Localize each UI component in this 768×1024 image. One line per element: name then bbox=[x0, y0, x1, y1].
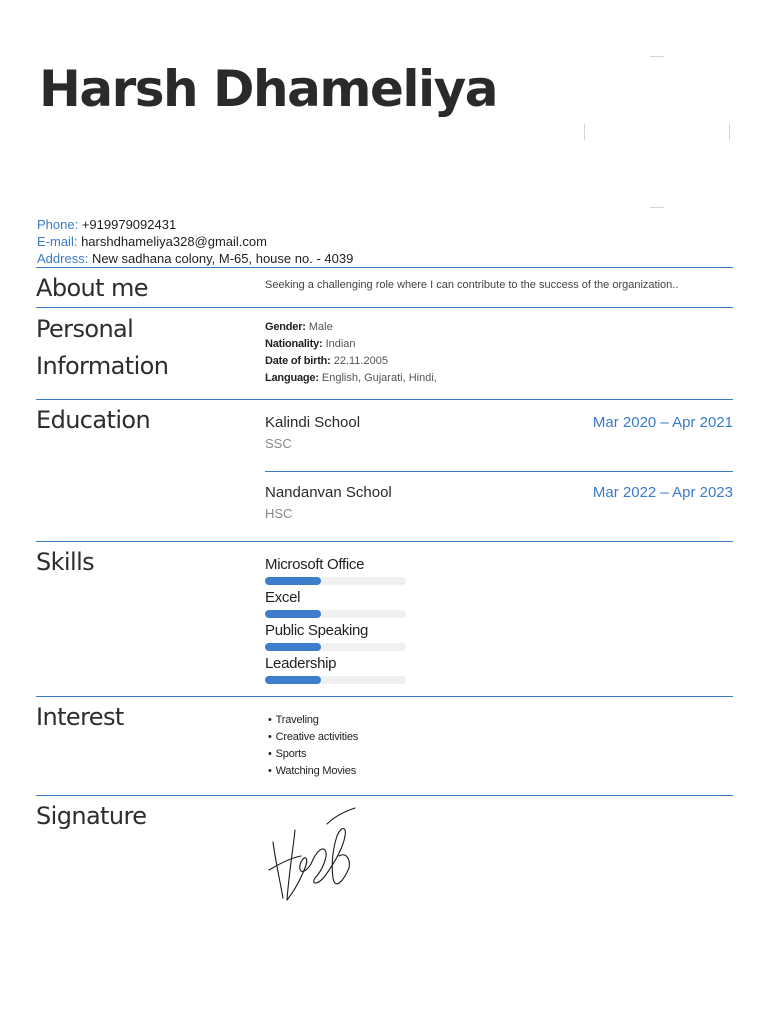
gender-value: Male bbox=[308, 321, 333, 333]
skill-item bbox=[265, 655, 406, 684]
interest-title: Interest bbox=[36, 703, 124, 731]
signature-title: Signature bbox=[36, 802, 147, 830]
interest-item: • Watching Movies bbox=[268, 763, 358, 780]
skill-item bbox=[265, 589, 406, 618]
address-label: Address: bbox=[37, 251, 89, 266]
about-section bbox=[36, 267, 733, 308]
interest-item: • Traveling bbox=[268, 712, 358, 729]
education-section bbox=[36, 399, 733, 542]
skill-bar-track bbox=[265, 577, 406, 585]
phone-line bbox=[37, 216, 353, 233]
interest-list bbox=[268, 712, 358, 780]
about-text: Seeking a challenging role where I can contribute to the success of the organization.. bbox=[265, 279, 679, 291]
handwritten-signature bbox=[265, 806, 357, 904]
skills-section bbox=[36, 541, 733, 697]
skill-bar-fill bbox=[265, 577, 321, 585]
skill-name: Excel bbox=[265, 589, 301, 606]
gender-label: Gender: bbox=[265, 321, 306, 333]
language-value: English, Gujarati, Hindi, bbox=[321, 372, 437, 384]
nationality-line bbox=[265, 336, 437, 353]
skill-name: Public Speaking bbox=[265, 622, 369, 639]
gender-line bbox=[265, 319, 437, 336]
school-name: Kalindi School bbox=[265, 414, 361, 431]
skill-item bbox=[265, 556, 406, 585]
email-line bbox=[37, 233, 353, 250]
address-value: New sadhana colony, M-65, house no. - 4039 bbox=[91, 251, 354, 266]
photo-placeholder bbox=[584, 56, 732, 210]
interest-item: • Creative activities bbox=[268, 729, 358, 746]
phone-value: +919979092431 bbox=[81, 217, 177, 232]
skill-bar-track bbox=[265, 676, 406, 684]
skill-bar-track bbox=[265, 643, 406, 651]
skill-bar-fill bbox=[265, 643, 321, 651]
about-title: About me bbox=[36, 274, 148, 302]
skill-name: Microsoft Office bbox=[265, 556, 365, 573]
personal-title-line1: Personal bbox=[36, 315, 134, 343]
skill-name: Leadership bbox=[265, 655, 337, 672]
email-value: harshdhameliya328@gmail.com bbox=[81, 234, 267, 249]
signature-section bbox=[36, 795, 733, 916]
education-dates: Mar 2020 – Apr 2021 bbox=[592, 414, 733, 431]
skill-item bbox=[265, 622, 406, 651]
phone-label: Phone: bbox=[37, 217, 79, 232]
address-line bbox=[37, 250, 353, 267]
language-label: Language: bbox=[265, 372, 319, 384]
dob-label: Date of birth: bbox=[265, 355, 331, 367]
education-divider bbox=[265, 471, 733, 472]
interest-section bbox=[36, 696, 733, 796]
personal-section bbox=[36, 307, 733, 400]
nationality-value: Indian bbox=[325, 338, 356, 350]
candidate-name: Harsh Dhameliya bbox=[39, 60, 497, 118]
skills-title: Skills bbox=[36, 548, 95, 576]
education-level: HSC bbox=[265, 506, 293, 521]
skill-bar-track bbox=[265, 610, 406, 618]
personal-title-line2: Information bbox=[36, 352, 169, 380]
education-title: Education bbox=[36, 406, 151, 434]
contact-block bbox=[37, 216, 353, 267]
personal-details bbox=[265, 319, 437, 387]
education-entry bbox=[265, 414, 733, 454]
education-dates: Mar 2022 – Apr 2023 bbox=[592, 484, 733, 501]
nationality-label: Nationality: bbox=[265, 338, 323, 350]
language-line bbox=[265, 370, 437, 387]
dob-line bbox=[265, 353, 437, 370]
school-name: Nandanvan School bbox=[265, 484, 392, 501]
email-label: E-mail: bbox=[37, 234, 78, 249]
skill-bar-fill bbox=[265, 610, 321, 618]
interest-item: • Sports bbox=[268, 746, 358, 763]
skill-bar-fill bbox=[265, 676, 321, 684]
education-entry bbox=[265, 484, 733, 524]
education-level: SSC bbox=[265, 436, 292, 451]
dob-value: 22.11.2005 bbox=[333, 355, 388, 367]
